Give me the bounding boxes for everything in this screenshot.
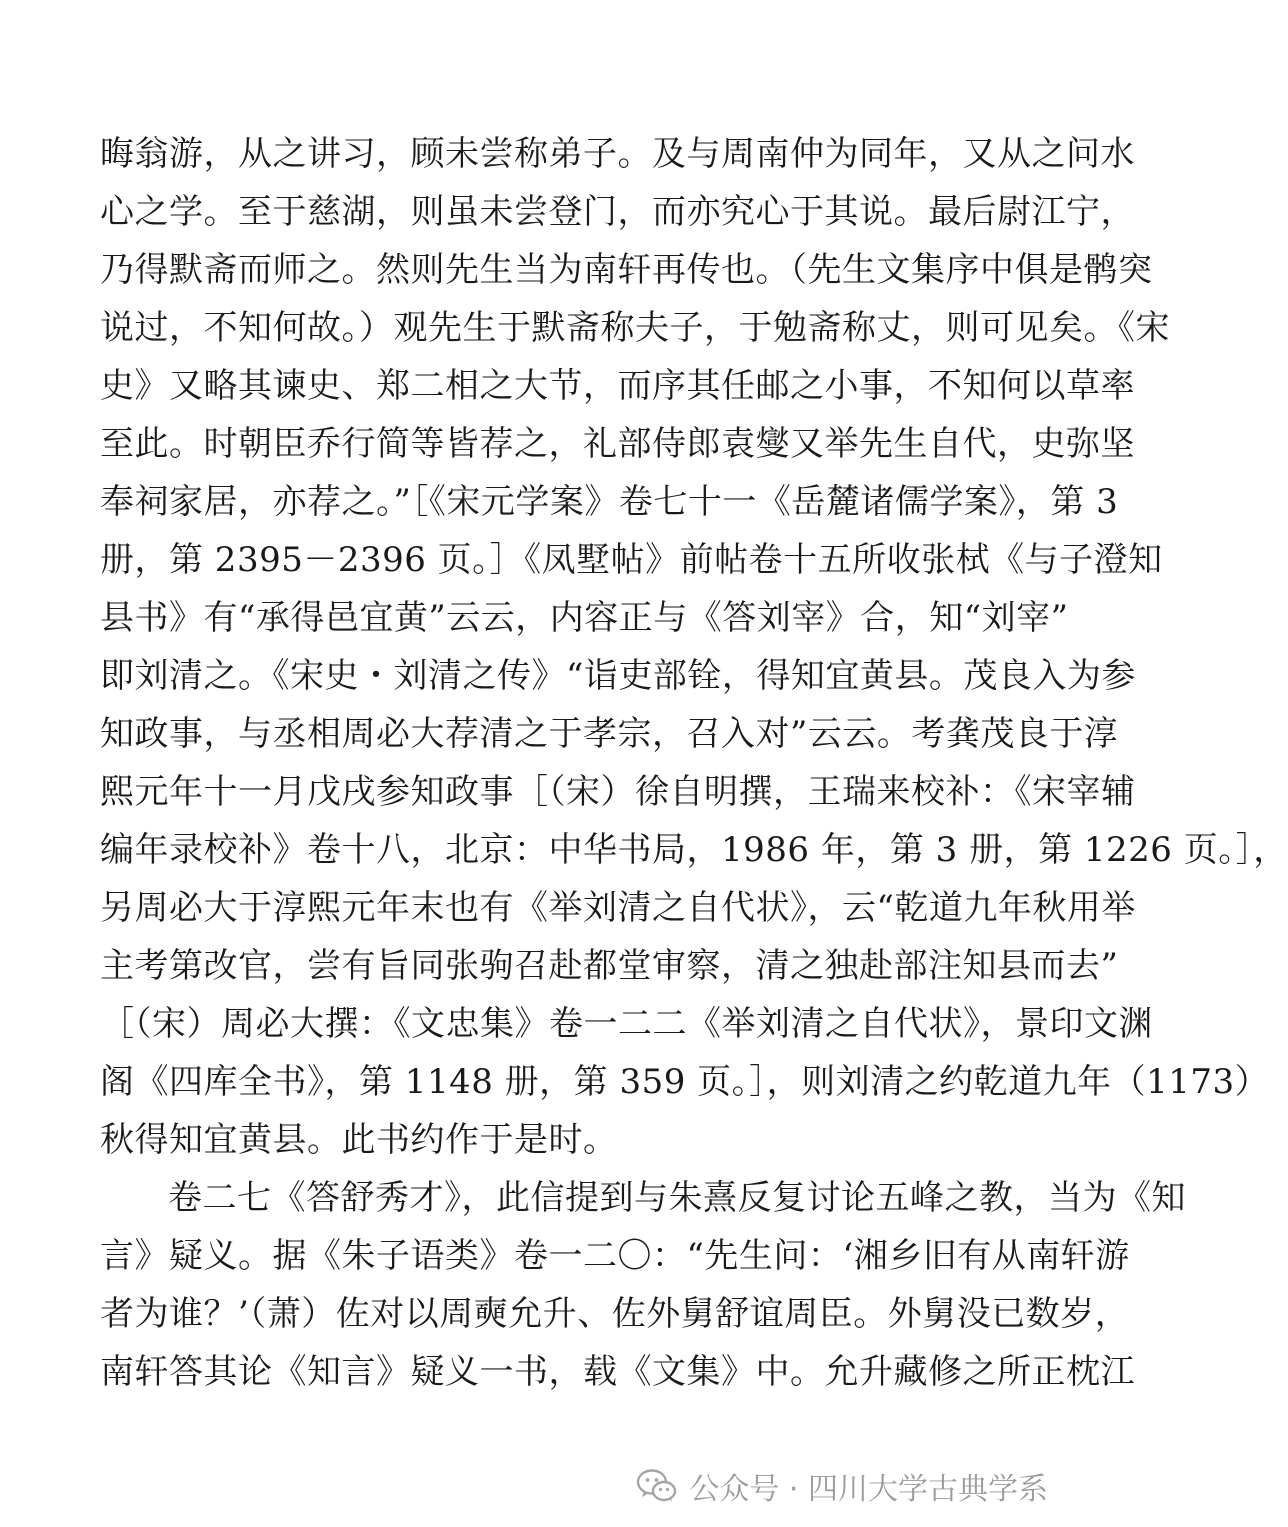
text-line: ［（宋）周必大撰：《文忠集》卷一二二《举刘清之自代状》，景印文渊 xyxy=(100,1004,1153,1044)
wechat-icon xyxy=(637,1469,677,1503)
text-line: 县书》有“承得邑宜黄”云云，内容正与《答刘宰》合，知“刘宰” xyxy=(100,598,1069,638)
text-line: 秋得知宜黄县。此书约作于是时。 xyxy=(100,1120,618,1160)
watermark-text: 公众号 · 四川大学古典学系 xyxy=(689,1472,1048,1507)
text-line: 熙元年十一月戊戌参知政事［（宋）徐自明撰，王瑞来校补：《宋宰辅 xyxy=(100,772,1136,812)
text-line: 至此。时朝臣乔行简等皆荐之，礼部侍郎袁燮又举先生自代，史弥坚 xyxy=(100,424,1135,464)
text-line: 心之学。至于慈湖，则虽未尝登门，而亦究心于其说。最后尉江宁， xyxy=(100,192,1135,232)
text-line: 史》又略其谏史、郑二相之大节，而序其任邮之小事，不知何以草率 xyxy=(100,366,1135,406)
text-line: 言》疑义。据《朱子语类》卷一二〇：“先生问：‘湘乡旧有从南轩游 xyxy=(100,1236,1130,1276)
text-line: 知政事，与丞相周必大荐清之于孝宗，召入对”云云。考龚茂良于淳 xyxy=(100,714,1119,754)
text-line: 晦翁游，从之讲习，顾未尝称弟子。及与周南仲为同年，又从之问水 xyxy=(100,134,1135,174)
text-line: 卷二七《答舒秀才》，此信提到与朱熹反复讨论五峰之教，当为《知 xyxy=(168,1178,1186,1218)
text-line: 南轩答其论《知言》疑义一书，载《文集》中。允升藏修之所正枕江 xyxy=(100,1352,1135,1392)
text-line: 者为谁？’（萧）佐对以周奭允升、佐外舅舒谊周臣。外舅没已数岁， xyxy=(100,1294,1130,1334)
text-line: 奉祠家居，亦荐之。”［《宋元学案》卷七十一《岳麓诸儒学案》，第 3 xyxy=(100,482,1119,522)
watermark xyxy=(637,1466,1048,1506)
text-line: 阁《四库全书》，第 1148 册，第 359 页。］，则刘清之约乾道九年（1173） xyxy=(100,1062,1270,1102)
text-line: 乃得默斋而师之。然则先生当为南轩再传也。（先生文集序中俱是鹘突 xyxy=(100,250,1153,290)
text-line: 即刘清之。《宋史・刘清之传》“诣吏部铨，得知宜黄县。茂良入为参 xyxy=(100,656,1136,696)
text-line: 另周必大于淳熙元年末也有《举刘清之自代状》，云“乾道九年秋用举 xyxy=(100,888,1136,928)
text-line: 主考第改官，尝有旨同张驹召赴都堂审察，清之独赴部注知县而去” xyxy=(100,946,1119,986)
text-line: 编年录校补》卷十八，北京：中华书局，1986 年，第 3 册，第 1226 页。］， xyxy=(100,830,1288,870)
text-line: 册，第 2395－2396 页。］《凤墅帖》前帖卷十五所收张栻《与子澄知 xyxy=(100,540,1163,580)
text-line: 说过，不知何故。）观先生于默斋称夫子，于勉斋称丈，则可见矣。《宋 xyxy=(100,308,1170,348)
